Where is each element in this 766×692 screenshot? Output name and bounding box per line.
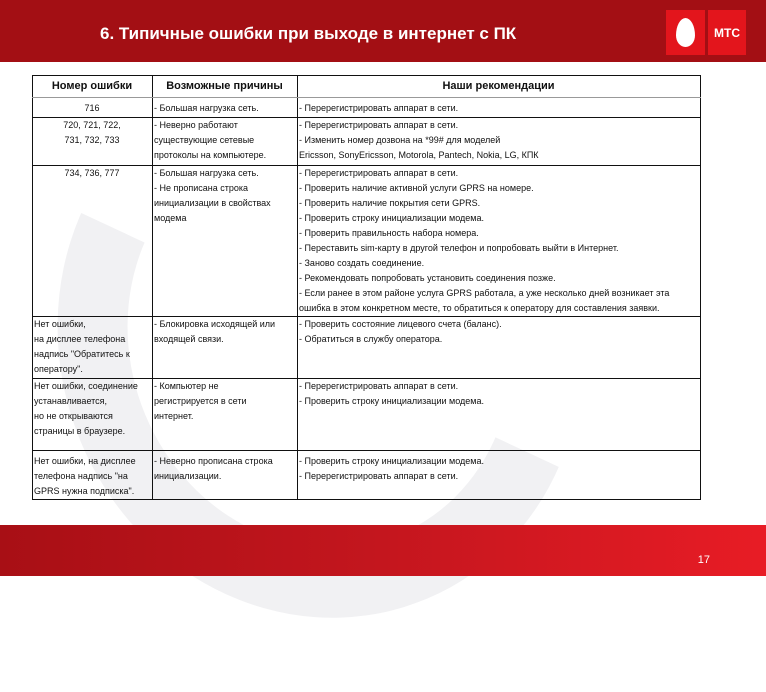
- cell-line: - Перерегистрировать аппарат в сети.: [299, 120, 459, 130]
- table-row: [33, 317, 701, 379]
- header-bar: [0, 0, 766, 62]
- error-code-cell: [33, 379, 153, 451]
- cell-line: - Обратиться в службу оператора.: [299, 334, 443, 344]
- cell-line: протоколы на компьютере.: [154, 150, 267, 160]
- cell-line: - Проверить наличие покрытия сети GPRS.: [299, 198, 481, 208]
- cell-line: Нет ошибки,: [34, 319, 86, 329]
- cell-line: - Проверить строку инициализации модема.: [299, 213, 484, 223]
- table-row: [33, 379, 701, 451]
- cell-line: - Заново создать соединение.: [299, 258, 425, 268]
- cell-line: ошибка в этом конкретном месте, то обратиться к оператору для составления заявки.: [299, 303, 660, 313]
- cell-line: - Большая нагрузка сеть.: [154, 103, 259, 113]
- column-header-causes: Возможные причины: [153, 76, 298, 98]
- recommendations-cell: [298, 317, 701, 379]
- error-code-cell: [33, 317, 153, 379]
- cell-line: - Проверить правильность набора номера.: [299, 228, 479, 238]
- cell-line: - Не прописана строка: [154, 183, 249, 193]
- recommendations-cell: [298, 118, 701, 166]
- cell-line: - Компьютер не: [154, 381, 219, 391]
- cell-line: существующие сетевые: [154, 135, 255, 145]
- cell-line: оператору".: [34, 364, 83, 374]
- cell-line: входящей связи.: [154, 334, 224, 344]
- cell-line: - Перерегистрировать аппарат в сети.: [299, 103, 459, 113]
- causes-cell: [153, 379, 298, 451]
- cell-line: 716: [84, 103, 100, 113]
- page-number: 17: [697, 554, 710, 566]
- error-code-cell: [33, 98, 153, 118]
- cell-line: - Изменить номер дозвона на *99# для моделей: [299, 135, 501, 145]
- cell-line: инициализации.: [154, 471, 222, 481]
- table-row: [33, 98, 701, 118]
- causes-cell: [153, 118, 298, 166]
- cell-line: модема: [154, 213, 187, 223]
- column-header-code: Номер ошибки: [33, 76, 153, 98]
- cell-line: но не открываются: [34, 411, 113, 421]
- cell-line: инициализации в свойствах: [154, 198, 271, 208]
- cell-line: Ericsson, SonyEricsson, Motorola, Pantech, Nokia, LG, КПК: [299, 150, 539, 160]
- cell-line: - Проверить строку инициализации модема.: [299, 396, 484, 406]
- cell-line: 731, 732, 733: [64, 135, 120, 145]
- cell-line: - Неверно прописана строка: [154, 456, 273, 466]
- mts-logo: [666, 10, 746, 55]
- error-code-cell: [33, 451, 153, 500]
- cell-line: регистрируется в сети: [154, 396, 247, 406]
- cell-line: - Перерегистрировать аппарат в сети.: [299, 381, 459, 391]
- cell-line: - Неверно работают: [154, 120, 238, 130]
- causes-cell: [153, 166, 298, 317]
- error-code-cell: [33, 118, 153, 166]
- table-row: [33, 166, 701, 317]
- recommendations-cell: [298, 451, 701, 500]
- errors-table: [32, 75, 701, 500]
- cell-line: Нет ошибки, соединение: [34, 381, 138, 391]
- cell-line: 720, 721, 722,: [63, 120, 121, 130]
- table-row: [33, 451, 701, 500]
- cell-line: - Переставить sim-карту в другой телефон и попробовать выйти в Интернет.: [299, 243, 619, 253]
- cell-line: надпись "Обратитесь к: [34, 349, 130, 359]
- cell-line: - Большая нагрузка сеть.: [154, 168, 259, 178]
- recommendations-cell: [298, 379, 701, 451]
- cell-line: GPRS нужна подписка".: [34, 486, 135, 496]
- cell-line: Нет ошибки, на дисплее: [34, 456, 136, 466]
- logo-text: МТС: [708, 10, 746, 55]
- footer-bar: [0, 525, 766, 576]
- recommendations-cell: [298, 166, 701, 317]
- table-row: [33, 118, 701, 166]
- cell-line: - Рекомендовать попробовать установить соединения позже.: [299, 273, 556, 283]
- cell-line: - Проверить наличие активной услуги GPRS на номере.: [299, 183, 534, 193]
- cell-line: на дисплее телефона: [34, 334, 126, 344]
- cell-line: - Перерегистрировать аппарат в сети.: [299, 471, 459, 481]
- cell-line: устанавливается,: [34, 396, 108, 406]
- cell-line: - Блокировка исходящей или: [154, 319, 276, 329]
- error-code-cell: [33, 166, 153, 317]
- causes-cell: [153, 451, 298, 500]
- cell-line: интернет.: [154, 411, 194, 421]
- cell-line: страницы в браузере.: [34, 426, 126, 436]
- cell-line: - Перерегистрировать аппарат в сети.: [299, 168, 459, 178]
- cell-line: телефона надпись "на: [34, 471, 128, 481]
- cell-line: - Если ранее в этом районе услуга GPRS работала, а уже несколько дней возникает эта: [299, 288, 670, 298]
- recommendations-cell: [298, 98, 701, 118]
- causes-cell: [153, 98, 298, 118]
- page-title: 6. Типичные ошибки при выходе в интернет с ПК: [100, 24, 517, 43]
- cell-line: - Проверить строку инициализации модема.: [299, 456, 484, 466]
- column-header-recommendations: Наши рекомендации: [298, 76, 701, 98]
- causes-cell: [153, 317, 298, 379]
- egg-icon: [676, 18, 695, 47]
- cell-line: - Проверить состояние лицевого счета (баланс).: [299, 319, 502, 329]
- cell-line: 734, 736, 777: [64, 168, 120, 178]
